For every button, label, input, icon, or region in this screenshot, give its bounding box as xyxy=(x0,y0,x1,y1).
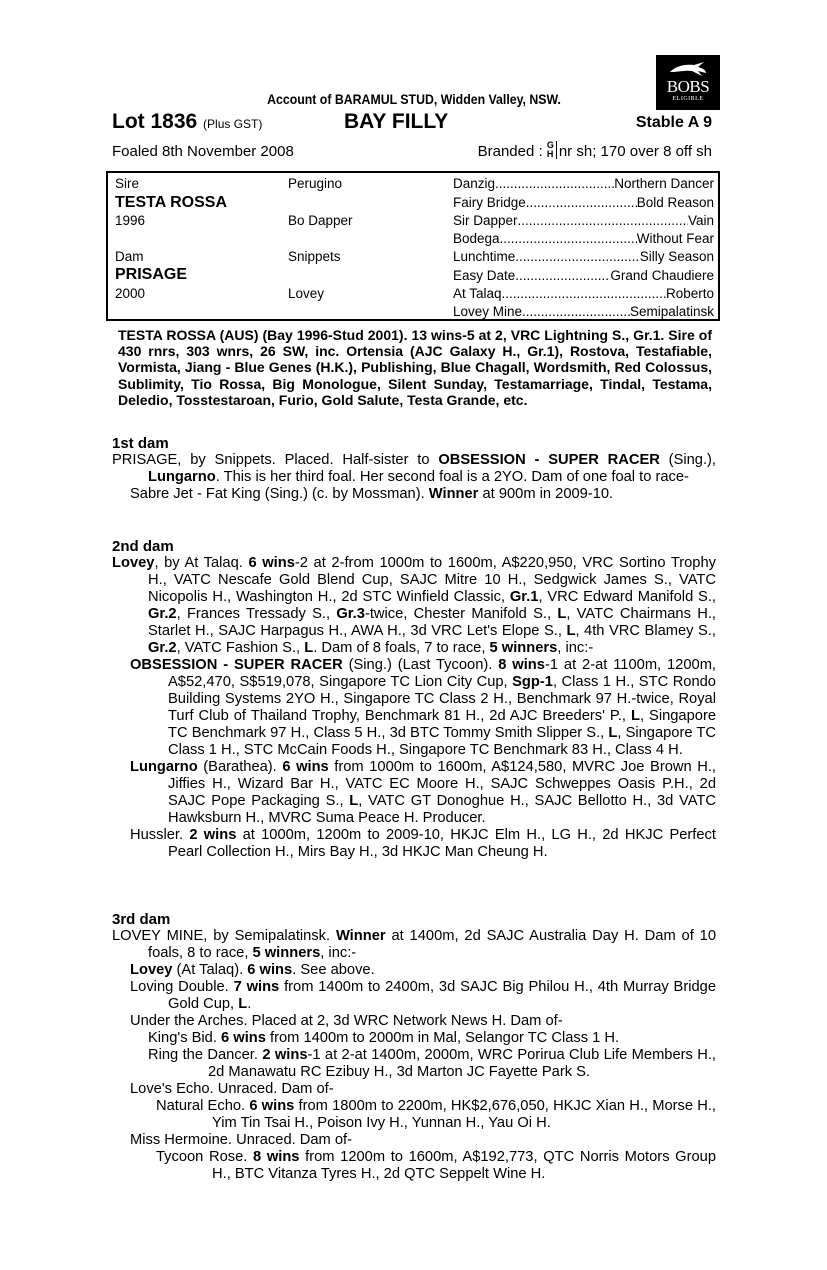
grand-progeny-entry: Tycoon Rose. 8 wins from 1200m to 1600m, A$192,773, QTC Norris Motors Group H., BTC Vitanza Tyres H., 2d QTC Seppelt Wine H. xyxy=(156,1149,716,1182)
pedigree-gen3-row xyxy=(453,230,714,248)
brand-mark xyxy=(547,141,557,159)
gen3-right: Without Fear xyxy=(636,231,714,246)
progeny-entry: Miss Hermoine. Unraced. Dam of- xyxy=(130,1132,353,1148)
progeny-entry: Hussler. 2 wins at 1000m, 1200m to 2009-10, HKJC Elm H., LG H., 2d HKJC Perfect Pearl Collection H., Mirs Bay H., 3d HKJC Man Cheung H. xyxy=(130,827,716,860)
gen3-left: Bodega xyxy=(453,231,500,246)
pedigree-gen3-row xyxy=(453,212,714,230)
progeny-entry: Lovey (At Talaq). 6 wins. See above. xyxy=(130,962,375,978)
lot-note: (Plus GST) xyxy=(203,117,263,131)
gen3-left: Danzig xyxy=(453,176,496,191)
horse-head-icon xyxy=(668,60,708,78)
sire-summary: TESTA ROSSA (AUS) (Bay 1996-Stud 2001). 13 wins-5 at 2, VRC Lightning S., Gr.1. Sire of 430 rnrs, 303 wnrs, 26 SW, inc. Ortensia (AJC Galaxy H., Gr.1), Rostova, Testafiable, Vormista, Jiang - Blue Genes (H.K.), Publishing, Blue Chagall, Wordsmith, Red Colossus, Sublimity, Tio Rossa, Big Monologue, Silent Sunday, Testamarriage, Tindal, Testama, Deledio, Tosstestaroan, Furio, Gold Salute, Testa Grande, etc. xyxy=(118,327,712,408)
first-dam-heading: 1st dam xyxy=(112,435,169,452)
first-dam-summary: PRISAGE, by Snippets. Placed. Half-sister to OBSESSION - SUPER RACER (Sing.), Lungarno. This is her third foal. Her second foal is a 2YO. Dam of one foal to race- xyxy=(112,452,717,485)
pedigree-gen3-row xyxy=(453,267,714,285)
gen3-left: Fairy Bridge xyxy=(453,194,526,210)
foaled-date: Foaled 8th November 2008 xyxy=(112,143,294,160)
logo-subtitle: ELIGIBLE xyxy=(672,96,704,102)
branded-label: Branded : xyxy=(477,143,543,160)
gen3-left: Easy Date xyxy=(453,267,516,283)
lot-number xyxy=(112,110,262,134)
horse-description: BAY FILLY xyxy=(344,110,449,133)
gen3-left: At Talaq xyxy=(453,286,502,301)
dam-sire: Snippets xyxy=(288,249,341,264)
progeny-entry: Loving Double. 7 wins from 1400m to 2400m, 3d SAJC Big Philou H., 4th Murray Bridge Gold Cup, L. xyxy=(130,979,716,1012)
sire-year: 1996 xyxy=(115,213,146,228)
progeny-entry: Under the Arches. Placed at 2, 3d WRC Network News H. Dam of- xyxy=(130,1013,563,1029)
progeny-entry: Lungarno (Barathea). 6 wins from 1000m to 1600m, A$124,580, MVRC Joe Brown H., Jiffies H., Wizard Bar H., VATC EC Moore H., SAJC Schweppes Oasis P.H., 2d SAJC Pope Packaging S., L, VATC GT Donoghue H., SAJC Bellotto H., 3d VATC Hawksburn H., MVRC Suma Peace H. Producer. xyxy=(130,759,717,826)
stable-location: Stable A 9 xyxy=(635,114,712,131)
progeny-entry: Sabre Jet - Fat King (Sing.) (c. by Mossman). Winner at 900m in 2009-10. xyxy=(130,486,614,502)
pedigree-gen3-row xyxy=(453,175,714,193)
vendor-account: Account of BARAMUL STUD, Widden Valley, NSW. xyxy=(267,91,561,107)
gen3-left: Lunchtime xyxy=(453,249,516,264)
third-dam-heading: 3rd dam xyxy=(112,911,171,928)
lot-header xyxy=(112,110,716,134)
second-dam-heading: 2nd dam xyxy=(112,538,174,555)
gen3-left: Lovey Mine xyxy=(453,304,523,319)
brand-top: G xyxy=(546,140,554,151)
lot-label: Lot 1836 xyxy=(112,110,198,133)
pedigree-gen3-row xyxy=(453,194,714,212)
progeny-entry: Love's Echo. Unraced. Dam of- xyxy=(130,1081,334,1097)
first-dam-section xyxy=(112,435,716,503)
brand-bottom: H xyxy=(546,149,554,160)
gen3-right: Semipalatinsk xyxy=(629,304,714,319)
branding xyxy=(477,140,712,161)
pedigree-gen3-row xyxy=(453,303,714,321)
second-dam-summary: Lovey, by At Talaq. 6 wins-2 at 2-from 1000m to 1600m, A$220,950, VRC Sortino Trophy H., VATC Nescafe Gold Blend Cup, SAJC Mitre 10 H., Sedgwick James S., VATC Nicopolis H., Washington H., 2d STC Winfield Classic, Gr.1, VRC Edward Manifold S., Gr.2, Frances Tressady S., Gr.3-twice, Chester Manifold S., L, VATC Chairmans H., Starlet H., SAJC Harpagus H., AWA H., 3d VRC Let's Elope S., L, 4th VRC Blamey S., Gr.2, VATC Fashion S., L. Dam of 8 foals, 7 to race, 5 winners, inc:- xyxy=(112,555,716,656)
dam-label: Dam xyxy=(115,249,144,264)
gen3-right: Roberto xyxy=(665,286,714,301)
third-dam-section xyxy=(112,911,716,1183)
gen3-right: Northern Dancer xyxy=(614,176,714,191)
gen3-right: Bold Reason xyxy=(636,194,714,210)
gen3-right: Vain xyxy=(687,213,714,228)
sire-dam: Bo Dapper xyxy=(288,213,353,228)
dam-dam: Lovey xyxy=(288,286,325,301)
dam-name: PRISAGE xyxy=(115,266,188,283)
third-dam-summary: LOVEY MINE, by Semipalatinsk. Winner at 1400m, 2d SAJC Australia Day H. Dam of 10 foals, 8 to race, 5 winners, inc:- xyxy=(112,928,716,961)
logo-title: BOBS xyxy=(666,77,710,96)
gen3-right: Silly Season xyxy=(639,249,714,264)
grand-progeny-entry: Natural Echo. 6 wins from 1800m to 2200m, HK$2,676,050, HKJC Xian H., Morse H., Yim Tin Tsai H., Poison Ivy H., Yunnan H., Yau Oi H. xyxy=(156,1098,716,1131)
sire-label: Sire xyxy=(115,176,140,191)
progeny-entry: OBSESSION - SUPER RACER (Sing.) (Last Tycoon). 8 wins-1 at 2-at 1100m, 1200m, A$52,470, S$519,078, Singapore TC Lion City Cup, Sgp-1, Class 1 H., STC Rondo Building Systems 2YO H., Singapore TC Class 2 H., Benchmark 97 H.-twice, Royal Turf Club of Thailand Trophy, Benchmark 81 H., 2d AJC Breeders' P., L, Singapore TC Benchmark 97 H., Class 5 H., 3d BTC Tommy Smith Slipper S., L, Singapore TC Class 1 H., STC McCain Foods H., Singapore TC Benchmark 83 H., Class 4 H. xyxy=(130,657,717,758)
gen3-right: Grand Chaudiere xyxy=(610,267,714,283)
dam-year: 2000 xyxy=(115,286,146,301)
second-dam-section xyxy=(112,538,716,861)
sire-sire: Perugino xyxy=(288,176,343,191)
branded-text: nr sh; 170 over 8 off sh xyxy=(558,143,712,160)
pedigree-gen3-row xyxy=(453,285,714,303)
grand-progeny-entry: Ring the Dancer. 2 wins-1 at 2-at 1400m, 2000m, WRC Porirua Club Life Members H., 2d Manawatu RC Ezibuy H., 3d Marton JC Fayette Park S. xyxy=(148,1047,716,1080)
gen3-left: Sir Dapper xyxy=(453,213,518,228)
pedigree-table xyxy=(106,171,720,321)
sire-name: TESTA ROSSA xyxy=(115,194,228,211)
pedigree-gen3-row xyxy=(453,248,714,266)
grand-progeny-entry: King's Bid. 6 wins from 1400m to 2000m in Mal, Selangor TC Class 1 H. xyxy=(148,1030,620,1046)
